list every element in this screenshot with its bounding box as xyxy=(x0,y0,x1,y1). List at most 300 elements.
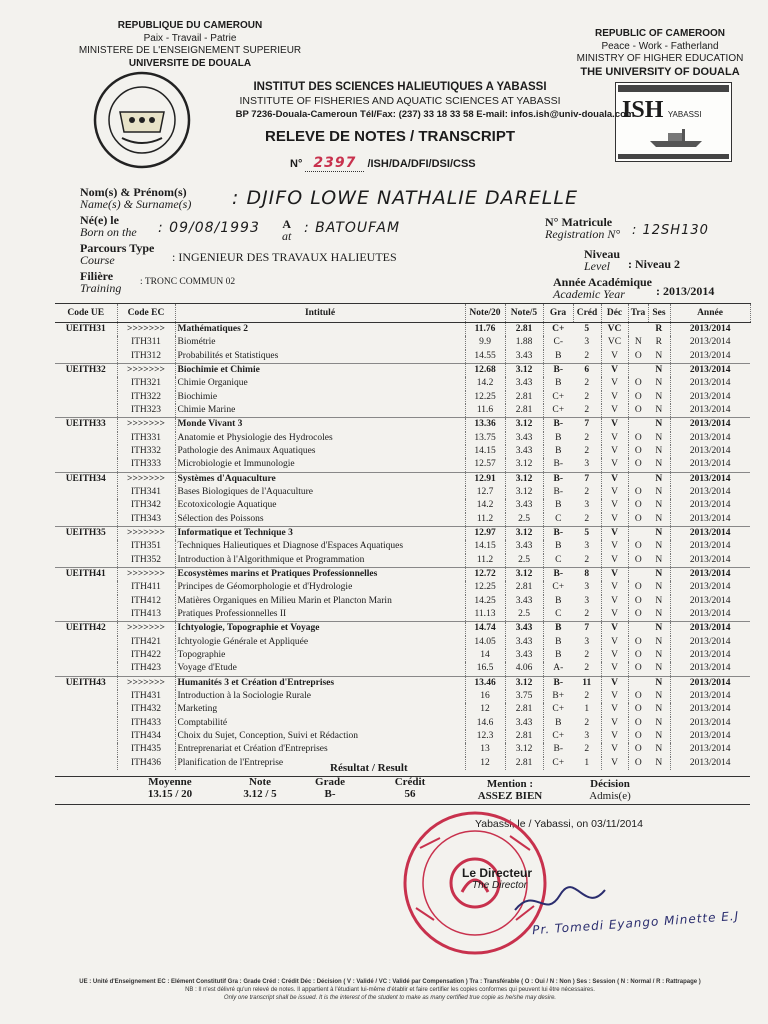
table-cell: 11.6 xyxy=(465,404,505,418)
table-cell: Comptabilité xyxy=(175,717,465,730)
table-cell: V xyxy=(601,377,628,390)
table-cell: O xyxy=(634,704,642,715)
ec-row xyxy=(55,690,750,703)
table-cell xyxy=(55,350,117,364)
credit-label: Crédit xyxy=(394,776,426,788)
table-cell: A- xyxy=(553,663,564,674)
table-cell: 2013/2014 xyxy=(689,609,731,620)
table-cell: R xyxy=(648,323,670,337)
table-cell xyxy=(55,690,117,703)
table-cell: O xyxy=(634,650,642,661)
table-cell: N xyxy=(648,649,670,662)
ec-row xyxy=(55,486,750,499)
table-cell: 12.68 xyxy=(465,363,505,377)
table-cell xyxy=(628,676,648,690)
table-cell: 11.13 xyxy=(465,608,505,622)
result-bottom-line xyxy=(55,804,750,805)
table-body xyxy=(55,323,750,770)
table-cell: 14.2 xyxy=(465,499,505,512)
matricule-value: : 12SH130 xyxy=(632,223,709,238)
table-cell: N xyxy=(648,486,670,499)
table-cell: Anatomie et Physiologie des Hydrocoles xyxy=(175,432,465,445)
table-cell: 2013/2014 xyxy=(670,323,750,337)
table-cell: UEITH33 xyxy=(55,418,117,432)
moyenne-value: 13.15 / 20 xyxy=(147,788,193,800)
column-header: Tra xyxy=(628,304,648,323)
table-cell: 14.05 xyxy=(465,636,505,649)
table-cell: O xyxy=(634,391,642,402)
table-cell: 12 xyxy=(465,703,505,716)
table-cell: ITH321 xyxy=(117,377,175,390)
director-title: Le Directeur xyxy=(462,866,533,880)
table-cell: Ecotoxicologie Aquatique xyxy=(175,499,465,512)
table-cell: N xyxy=(634,337,642,348)
table-cell: V xyxy=(601,418,628,432)
table-cell: 3.43 xyxy=(505,350,543,364)
table-cell: ITH331 xyxy=(117,432,175,445)
table-cell: 2013/2014 xyxy=(689,650,731,661)
table-cell: V xyxy=(601,743,628,756)
document-title: RELEVE DE NOTES / TRANSCRIPT xyxy=(264,128,516,145)
table-cell: Techniques Halieutiques et Diagnose d'Espaces Aquatiques xyxy=(175,540,465,553)
table-cell: 2.81 xyxy=(505,581,543,594)
table-cell: O xyxy=(634,500,642,511)
ec-row xyxy=(55,458,750,472)
table-cell: Biochimie et Chimie xyxy=(175,363,465,377)
header-right-line: MINISTRY OF HIGHER EDUCATION xyxy=(576,53,744,64)
footer-legend: UE : Unité d'Enseignement EC : Elément Constitutif Gra : Grade Créd : Crédit Déc : Décision ( V : Validé / VC : Validé par Compensation ) Tra : Transférable ( O : Oui / N : Non ) Ses : Session ( N : Normal / R : Rattrapage ) xyxy=(79,979,701,985)
ue-row xyxy=(55,676,750,690)
table-cell: UEITH31 xyxy=(55,323,117,337)
transcript-number-value: 2397 xyxy=(305,155,364,172)
table-cell: 12.91 xyxy=(465,472,505,486)
level-value: : Niveau 2 xyxy=(628,257,680,271)
table-cell: 2013/2014 xyxy=(689,446,731,457)
table-cell: ITH433 xyxy=(117,717,175,730)
table-cell: N xyxy=(648,418,670,432)
table-cell: Probabilités et Statistiques xyxy=(175,350,465,364)
ec-row xyxy=(55,717,750,730)
place-date: Yabassi, le / Yabassi, on 03/11/2014 xyxy=(475,818,643,830)
table-cell: ITH421 xyxy=(117,636,175,649)
table-cell: Entreprenariat et Création d'Entreprises xyxy=(175,743,465,756)
table-cell: 3.43 xyxy=(505,636,543,649)
column-header: Créd xyxy=(573,304,601,323)
footer-note: NB : Il n'est délivré qu'un relevé de notes. Il appartient à l'étudiant lui-même d'établir et faire certifier les copies conformes qui peuvent lui être nécessaires. xyxy=(185,987,595,993)
table-cell: B xyxy=(555,432,562,443)
table-cell: 2013/2014 xyxy=(689,744,731,755)
table-cell: N xyxy=(648,540,670,553)
course-value: : INGENIEUR DES TRAVAUX HALIEUTES xyxy=(172,250,397,264)
table-cell: 9.9 xyxy=(465,336,505,349)
table-cell: 3.43 xyxy=(505,717,543,730)
table-cell xyxy=(628,418,648,432)
institute-block xyxy=(150,80,650,122)
table-cell: Sélection des Poissons xyxy=(175,513,465,527)
table-cell: B- xyxy=(543,567,573,581)
table-cell: O xyxy=(634,541,642,552)
transcript-number-suffix: /ISH/DA/DFI/DSI/CSS xyxy=(367,158,476,170)
table-cell: B- xyxy=(543,418,573,432)
table-cell: 2.81 xyxy=(505,703,543,716)
training-label-fr: Filière xyxy=(80,269,114,283)
table-cell: ITH435 xyxy=(117,743,175,756)
ue-row xyxy=(55,622,750,636)
note-label: Note xyxy=(249,776,271,788)
table-cell: B- xyxy=(543,363,573,377)
table-cell: 7 xyxy=(573,622,601,636)
table-cell: V xyxy=(601,595,628,608)
table-cell: 3.43 xyxy=(505,622,543,636)
table-cell: V xyxy=(601,676,628,690)
table-cell: 2.5 xyxy=(505,513,543,527)
table-cell: C+ xyxy=(552,704,565,715)
table-cell: N xyxy=(648,363,670,377)
table-cell: 3 xyxy=(573,730,601,743)
table-cell: O xyxy=(634,609,642,620)
table-cell xyxy=(628,622,648,636)
at-label-en: at xyxy=(282,229,292,243)
table-cell: Principes de Géomorphologie et d'Hydrologie xyxy=(175,581,465,594)
table-cell: 1 xyxy=(573,703,601,716)
director-title-en: The Director xyxy=(472,880,528,891)
table-cell: V xyxy=(601,404,628,418)
table-cell: 2013/2014 xyxy=(689,691,731,702)
ish-logo-sub: YABASSI xyxy=(667,110,702,119)
table-cell: 12.97 xyxy=(465,526,505,540)
table-cell: B xyxy=(555,717,562,728)
matricule-label-fr: N° Matricule xyxy=(545,215,613,229)
table-cell: UEITH43 xyxy=(55,676,117,690)
table-cell xyxy=(55,445,117,458)
table-cell: V xyxy=(601,567,628,581)
table-cell: Informatique et Technique 3 xyxy=(175,526,465,540)
course-label-fr: Parcours Type xyxy=(80,241,155,255)
column-header: Année xyxy=(670,304,750,323)
result-decision xyxy=(570,778,650,802)
born-label-en: Born on the xyxy=(80,225,137,239)
table-cell xyxy=(55,703,117,716)
table-cell: V xyxy=(601,662,628,676)
table-cell: N xyxy=(648,350,670,364)
table-cell: Microbiologie et Immunologie xyxy=(175,458,465,472)
table-cell: C+ xyxy=(552,582,565,593)
training-label-en: Training xyxy=(80,281,122,295)
result-credit xyxy=(380,776,440,800)
birth-place: : BATOUFAM xyxy=(304,220,401,236)
table-cell: 2013/2014 xyxy=(689,513,731,524)
table-cell: B- xyxy=(553,487,563,498)
table-cell: C xyxy=(555,609,562,620)
ec-row xyxy=(55,730,750,743)
table-cell xyxy=(55,336,117,349)
table-cell: O xyxy=(634,691,642,702)
table-cell: N xyxy=(648,554,670,568)
table-cell: V xyxy=(601,717,628,730)
table-cell: Humanités 3 et Création d'Entreprises xyxy=(175,676,465,690)
table-cell: 3.75 xyxy=(505,690,543,703)
table-cell: 2013/2014 xyxy=(689,432,731,443)
header-left xyxy=(60,20,320,70)
table-cell xyxy=(55,404,117,418)
table-cell: N xyxy=(648,567,670,581)
header-left-line: REPUBLIQUE DU CAMEROUN xyxy=(117,20,263,31)
table-cell: 2.81 xyxy=(505,391,543,404)
ec-row xyxy=(55,391,750,404)
table-cell: 5 xyxy=(573,323,601,337)
moyenne-label: Moyenne xyxy=(148,776,192,788)
ue-row xyxy=(55,323,750,337)
table-cell: VC xyxy=(601,336,628,349)
table-cell: B xyxy=(555,500,562,511)
table-cell: ITH322 xyxy=(117,391,175,404)
table-cell: ITH311 xyxy=(117,336,175,349)
ec-row xyxy=(55,595,750,608)
table-cell: 2 xyxy=(573,350,601,364)
header-right-line: THE UNIVERSITY OF DOUALA xyxy=(580,65,740,78)
table-cell: C xyxy=(555,554,562,565)
table-cell: UEITH35 xyxy=(55,526,117,540)
table-cell: 12 xyxy=(465,757,505,770)
mention-label: Mention : xyxy=(486,778,534,790)
table-cell: V xyxy=(601,526,628,540)
table-cell: V xyxy=(601,472,628,486)
table-cell: 2013/2014 xyxy=(689,704,731,715)
table-cell: 2013/2014 xyxy=(689,487,731,498)
table-cell: 7 xyxy=(573,472,601,486)
table-cell: 3.12 xyxy=(505,486,543,499)
year-label xyxy=(553,276,652,300)
table-cell: R xyxy=(648,336,670,349)
course-label-en: Course xyxy=(80,253,115,267)
table-cell: ITH333 xyxy=(117,458,175,472)
table-cell: Mathématiques 2 xyxy=(175,323,465,337)
table-cell xyxy=(55,581,117,594)
table-header-row xyxy=(55,304,750,323)
table-cell: 12.3 xyxy=(465,730,505,743)
table-cell: 16 xyxy=(465,690,505,703)
table-cell: 3.43 xyxy=(505,649,543,662)
table-cell: 2 xyxy=(573,486,601,499)
table-cell: O xyxy=(634,757,642,768)
table-cell: O xyxy=(634,582,642,593)
table-cell: 3.12 xyxy=(505,458,543,472)
table-cell: B xyxy=(555,350,562,361)
table-cell: Chimie Marine xyxy=(175,404,465,418)
table-cell: 3.43 xyxy=(505,377,543,390)
ue-row xyxy=(55,363,750,377)
table-cell: 2013/2014 xyxy=(670,622,750,636)
ec-row xyxy=(55,377,750,390)
table-cell: C+ xyxy=(552,731,565,741)
signature-mark-icon xyxy=(505,880,625,920)
table-cell: Introduction à la Sociologie Rurale xyxy=(175,690,465,703)
table-cell: Planification de l'Entreprise xyxy=(175,757,465,770)
level-label-en: Level xyxy=(584,259,610,273)
table-cell: ITH422 xyxy=(117,649,175,662)
level-label-fr: Niveau xyxy=(584,247,620,261)
table-cell: 1 xyxy=(573,757,601,770)
table-cell: V xyxy=(601,636,628,649)
transcript-number xyxy=(290,155,476,171)
table-cell: 12.25 xyxy=(465,391,505,404)
table-cell: 2013/2014 xyxy=(689,582,731,593)
table-cell: ITH413 xyxy=(117,608,175,622)
table-cell: V xyxy=(601,730,628,743)
table-cell: 3 xyxy=(573,336,601,349)
table-cell: Biométrie xyxy=(175,336,465,349)
matricule-label-en: Registration N° xyxy=(545,227,621,241)
year-value: : 2013/2014 xyxy=(656,284,715,298)
table-cell: 14.2 xyxy=(465,377,505,390)
table-cell: 2 xyxy=(573,377,601,390)
table-cell: ITH342 xyxy=(117,499,175,512)
table-cell xyxy=(55,391,117,404)
table-cell: Ichtyologie, Topographie et Voyage xyxy=(175,622,465,636)
header-right xyxy=(555,28,765,78)
table-cell: Monde Vivant 3 xyxy=(175,418,465,432)
grade-label: Grade xyxy=(315,776,345,788)
table-cell: N xyxy=(648,458,670,472)
table-cell: 3 xyxy=(573,458,601,472)
table-cell: 2 xyxy=(573,649,601,662)
ec-row xyxy=(55,336,750,349)
table-cell: N xyxy=(648,757,670,770)
table-cell: ITH436 xyxy=(117,757,175,770)
table-cell: O xyxy=(634,446,642,457)
table-cell: O xyxy=(634,744,642,755)
table-cell: 2.5 xyxy=(505,554,543,568)
table-cell: V xyxy=(601,499,628,512)
table-cell: Matières Organiques en Milieu Marin et Plancton Marin xyxy=(175,595,465,608)
table-cell: O xyxy=(634,459,642,470)
institute-name-en: INSTITUTE OF FISHERIES AND AQUATIC SCIENCES AT YABASSI xyxy=(239,95,561,107)
table-cell: >>>>>>> xyxy=(117,418,175,432)
table-cell: B- xyxy=(543,526,573,540)
table-cell: 2013/2014 xyxy=(689,595,731,606)
student-name: : DJIFO LOWE NATHALIE DARELLE xyxy=(232,187,578,209)
table-cell: N xyxy=(648,690,670,703)
table-cell: V xyxy=(601,458,628,472)
name-label xyxy=(80,186,191,210)
table-cell: 3.12 xyxy=(505,676,543,690)
table-cell: 2.81 xyxy=(505,404,543,418)
table-cell: 2 xyxy=(573,513,601,527)
table-cell: 2 xyxy=(573,445,601,458)
table-cell: 2013/2014 xyxy=(670,418,750,432)
table-cell: >>>>>>> xyxy=(117,363,175,377)
table-cell: 12.25 xyxy=(465,581,505,594)
table-cell: V xyxy=(601,649,628,662)
table-cell: O xyxy=(634,717,642,728)
table-cell: ITH412 xyxy=(117,595,175,608)
transcript-number-prefix: N° xyxy=(290,158,303,170)
ec-row xyxy=(55,743,750,756)
table-cell: 2013/2014 xyxy=(670,676,750,690)
table-cell: B xyxy=(555,650,562,661)
table-cell: >>>>>>> xyxy=(117,676,175,690)
table-cell: 14 xyxy=(465,649,505,662)
ec-row xyxy=(55,703,750,716)
table-cell: 2013/2014 xyxy=(689,636,731,647)
table-cell xyxy=(55,757,117,770)
table-cell: 2013/2014 xyxy=(689,378,731,389)
table-cell: ITH341 xyxy=(117,486,175,499)
table-cell: 2013/2014 xyxy=(689,350,731,361)
grade-value: B- xyxy=(324,788,336,800)
table-cell: Choix du Sujet, Conception, Suivi et Rédaction xyxy=(175,730,465,743)
table-cell: B- xyxy=(543,472,573,486)
header-left-line: MINISTERE DE L'ENSEIGNEMENT SUPERIEUR xyxy=(78,45,302,56)
table-cell: 14.74 xyxy=(465,622,505,636)
table-cell: ITH352 xyxy=(117,554,175,568)
year-label-fr: Année Académique xyxy=(553,275,652,289)
table-cell xyxy=(55,540,117,553)
grades-table xyxy=(55,303,751,770)
ue-row xyxy=(55,567,750,581)
table-cell xyxy=(628,526,648,540)
result-moyenne xyxy=(130,776,210,800)
table-cell: 11.76 xyxy=(465,323,505,337)
table-cell: O xyxy=(634,487,642,498)
ec-row xyxy=(55,350,750,364)
table-cell: 2013/2014 xyxy=(689,500,731,511)
table-cell: B- xyxy=(553,459,563,470)
table-cell: 2.81 xyxy=(505,323,543,337)
ue-row xyxy=(55,472,750,486)
ec-row xyxy=(55,404,750,418)
table-cell: Topographie xyxy=(175,649,465,662)
table-cell: 14.6 xyxy=(465,717,505,730)
table-cell: O xyxy=(634,513,642,524)
course-label xyxy=(80,242,154,266)
table-cell xyxy=(55,513,117,527)
table-cell: B xyxy=(555,446,562,457)
table-cell xyxy=(55,636,117,649)
table-cell: 2013/2014 xyxy=(689,554,731,565)
table-cell xyxy=(55,608,117,622)
header-right-line: Peace - Work - Fatherland xyxy=(601,40,719,52)
table-cell: 2.81 xyxy=(505,757,543,770)
table-cell: ITH434 xyxy=(117,730,175,743)
table-cell: ITH351 xyxy=(117,540,175,553)
column-header: Gra xyxy=(543,304,573,323)
table-cell: 3 xyxy=(573,581,601,594)
at-label xyxy=(282,218,291,242)
table-cell xyxy=(628,363,648,377)
header-left-line: UNIVERSITE DE DOUALA xyxy=(128,57,252,69)
table-cell: UEITH41 xyxy=(55,567,117,581)
table-cell xyxy=(628,472,648,486)
table-cell: Introduction à l'Algorithmique et Programmation xyxy=(175,554,465,568)
table-cell: 2 xyxy=(573,717,601,730)
boat-icon xyxy=(646,127,706,149)
table-cell: B xyxy=(555,636,562,647)
table-cell: ITH343 xyxy=(117,513,175,527)
table-cell: N xyxy=(648,676,670,690)
table-cell: B xyxy=(555,595,562,606)
table-cell: UEITH34 xyxy=(55,472,117,486)
table-cell: 14.55 xyxy=(465,350,505,364)
table-cell: O xyxy=(634,554,642,565)
table-cell: 13.36 xyxy=(465,418,505,432)
table-cell xyxy=(55,377,117,390)
table-cell: Bases Biologiques de l'Aquaculture xyxy=(175,486,465,499)
table-cell: ITH323 xyxy=(117,404,175,418)
table-cell: 12.57 xyxy=(465,458,505,472)
table-cell: ITH332 xyxy=(117,445,175,458)
table-cell xyxy=(55,432,117,445)
